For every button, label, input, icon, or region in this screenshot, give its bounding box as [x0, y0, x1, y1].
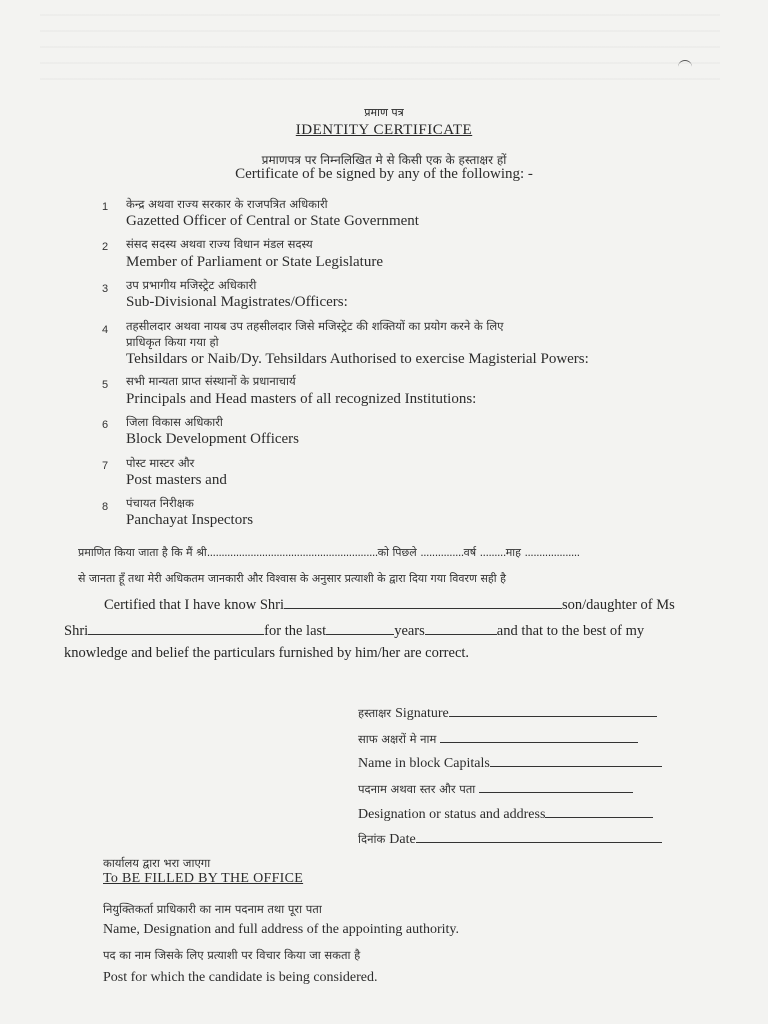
item-hindi: पोस्ट मास्टर और [126, 456, 195, 470]
years-blank: ............... [420, 546, 464, 559]
item-hindi: केन्द्र अथवा राज्य सरकार के राजपत्रित अधिकारी [126, 197, 328, 211]
item-english: Sub-Divisional Magistrates/Officers: [126, 294, 348, 310]
name-line [284, 594, 562, 609]
certify-text: and that to the best of my [496, 623, 645, 639]
date-label: Date [389, 832, 416, 847]
certification-english-line2 [64, 620, 644, 640]
date-row [358, 828, 662, 848]
item-number: 8 [102, 501, 109, 513]
item-english: Tehsildars or Naib/Dy. Tehsildars Authorised to exercise Magisterial Powers: [126, 351, 589, 367]
name-hindi-line [440, 728, 638, 743]
designation-line [545, 803, 653, 818]
office-heading: To BE FILLED BY THE OFFICE [103, 871, 304, 886]
post-considered: Post for which the candidate is being considered. [103, 970, 378, 985]
certification-english-line3: knowledge and belief the particulars furnished by him/her are correct. [64, 645, 470, 661]
certify-hindi-text: को पिछले [377, 546, 417, 559]
appointing-authority-hindi: नियुक्तिकर्ता प्राधिकारी का नाम पदनाम तथा पूरा पता [103, 902, 322, 916]
item-hindi: जिला विकास अधिकारी [126, 415, 223, 429]
item-number: 1 [102, 201, 109, 213]
item-english: Panchayat Inspectors [126, 512, 254, 528]
certify-hindi-text: माह [505, 546, 522, 559]
name-label-hindi: साफ अक्षरों मे नाम [358, 732, 437, 746]
item-hindi: उप प्रभागीय मजिस्ट्रेट अधिकारी [126, 278, 257, 292]
item-hindi: तहसीलदार अथवा नायब उप तहसीलदार जिसे मजिस्ट्रेट की शक्तियों का प्रयोग करने के लिए [126, 319, 504, 333]
designation-label: Designation or status and address [358, 807, 546, 822]
years-line [326, 620, 394, 635]
certification-english-line1 [104, 594, 675, 614]
certify-text: years [394, 623, 425, 639]
name-blank: ........................................................... [206, 546, 378, 559]
designation-hindi-row [358, 778, 633, 798]
designation-label-hindi: पदनाम अथवा स्तर और पता [358, 782, 476, 796]
months-blank: ......... [479, 546, 506, 559]
certify-hindi-text: वर्ष [463, 546, 477, 559]
item-hindi: संसद सदस्य अथवा राज्य विधान मंडल सदस्य [126, 237, 313, 251]
item-number: 2 [102, 241, 109, 253]
item-number: 5 [102, 379, 109, 391]
parent-name-line [88, 620, 264, 635]
certification-hindi-line2: से जानता हूँ तथा मेरी अधिकतम जानकारी और विश्वास के अनुसार प्रत्याशी के द्वारा दिया गया विवरण सही है [78, 572, 506, 585]
certify-text: Shri [64, 623, 89, 639]
trailing-blank: ................... [524, 546, 580, 559]
name-hindi-row [358, 728, 638, 748]
item-english: Block Development Officers [126, 431, 300, 447]
designation-hindi-line [479, 778, 633, 793]
signature-label: Signature [395, 706, 449, 721]
office-heading-hindi: कार्यालय द्वारा भरा जाएगा [103, 856, 211, 870]
appointing-authority: Name, Designation and full address of the appointing authority. [103, 922, 460, 937]
item-number: 7 [102, 460, 109, 472]
certify-hindi-text: प्रमाणित किया जाता है कि मैं श्री [78, 546, 207, 559]
date-line [416, 828, 662, 843]
intro-english: Certificate of be signed by any of the following: - [235, 166, 533, 182]
bleed-through-text [40, 14, 720, 94]
post-hindi: पद का नाम जिसके लिए प्रत्याशी पर विचार किया जा सकता है [103, 948, 361, 962]
title-english: IDENTITY CERTIFICATE [295, 122, 473, 138]
item-english: Gazetted Officer of Central or State Government [126, 213, 419, 229]
signature-line [449, 702, 657, 717]
item-english: Post masters and [126, 472, 227, 488]
designation-row [358, 803, 653, 823]
certify-text: Certified that I have know Shri [104, 597, 284, 613]
intro-hindi: प्रमाणपत्र पर निम्नलिखित मे से किसी एक के हस्ताक्षर हों [261, 153, 507, 167]
signature-label-hindi: हस्ताक्षर [358, 706, 392, 720]
certify-text: son/daughter of Ms [562, 597, 675, 613]
item-number: 3 [102, 283, 109, 295]
name-capitals-label: Name in block Capitals [358, 756, 490, 771]
item-number: 4 [102, 324, 109, 336]
page-mark [678, 60, 692, 71]
item-hindi-continued: प्राधिकृत किया गया हो [126, 335, 219, 349]
item-hindi: सभी मान्यता प्राप्त संस्थानों के प्रधानाचार्य [126, 374, 296, 388]
date-label-hindi: दिनांक [358, 832, 386, 846]
months-line [425, 620, 497, 635]
title-hindi: प्रमाण पत्र [364, 106, 404, 119]
item-english: Principals and Head masters of all recognized Institutions: [126, 391, 477, 407]
signature-row [358, 702, 657, 722]
item-number: 6 [102, 419, 109, 431]
certify-text: for the last [264, 623, 327, 639]
certification-hindi-line1 [78, 545, 580, 560]
item-hindi: पंचायत निरीक्षक [126, 496, 194, 510]
item-english: Member of Parliament or State Legislature [126, 254, 383, 270]
name-capitals-row [358, 752, 662, 772]
name-capitals-line [490, 752, 662, 767]
